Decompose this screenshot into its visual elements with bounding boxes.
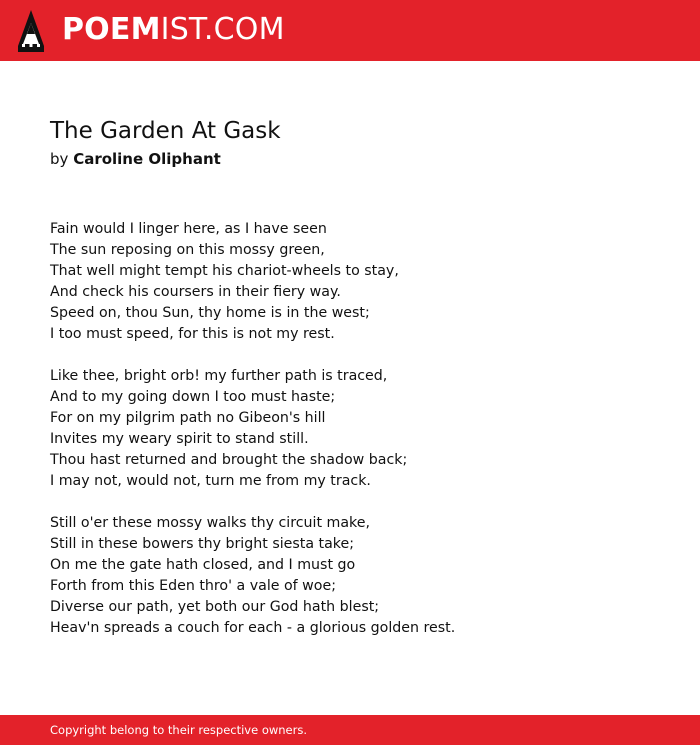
pencil-icon[interactable] (17, 10, 45, 52)
poem-line: Forth from this Eden thro' a vale of woe; (50, 578, 336, 594)
poem-line: I may not, would not, turn me from my track. (50, 473, 371, 489)
poem-stanza-1 (50, 219, 670, 345)
poem-heading (50, 114, 670, 170)
poem-line: Heav'n spreads a couch for each - a glorious golden rest. (50, 620, 456, 636)
poem-line: For on my pilgrim path no Gibeon's hill (50, 410, 326, 426)
site-header (0, 0, 700, 61)
poem-line: On me the gate hath closed, and I must go (50, 557, 356, 573)
poem-line: Still o'er these mossy walks thy circuit make, (50, 515, 371, 531)
poem-line: I too must speed, for this is not my rest. (50, 326, 335, 342)
poem-line: The sun reposing on this mossy green, (50, 242, 325, 258)
poem-stanza-3 (50, 513, 670, 639)
brand-light-text: IST.COM (160, 12, 285, 47)
poem-line: And to my going down I too must haste; (50, 389, 336, 405)
poem-line: Invites my weary spirit to stand still. (50, 431, 309, 447)
poem-line: Speed on, thou Sun, thy home is in the west; (50, 305, 370, 321)
brand-bold-text: POEM (62, 12, 161, 47)
poem-line: Thou hast returned and brought the shadow back; (50, 452, 408, 468)
poem-title: The Garden At Gask (50, 118, 281, 144)
poem-line: Still in these bowers thy bright siesta take; (50, 536, 355, 552)
poem-line: Like thee, bright orb! my further path is traced, (50, 368, 388, 384)
poem-line: And check his coursers in their fiery way. (50, 284, 341, 300)
poem-stanza-2 (50, 366, 670, 492)
poem-line: Diverse our path, yet both our God hath blest; (50, 599, 380, 615)
copyright-text: Copyright belong to their respective owners. (50, 723, 308, 737)
poem-byline (50, 148, 670, 170)
by-label: by (50, 150, 69, 168)
site-logo-text[interactable] (62, 12, 285, 48)
poem-body (50, 219, 670, 660)
poem-line: Fain would I linger here, as I have seen (50, 221, 327, 237)
poem-author: Caroline Oliphant (73, 150, 221, 168)
site-footer (0, 715, 700, 745)
poem-line: That well might tempt his chariot-wheels to stay, (50, 263, 399, 279)
